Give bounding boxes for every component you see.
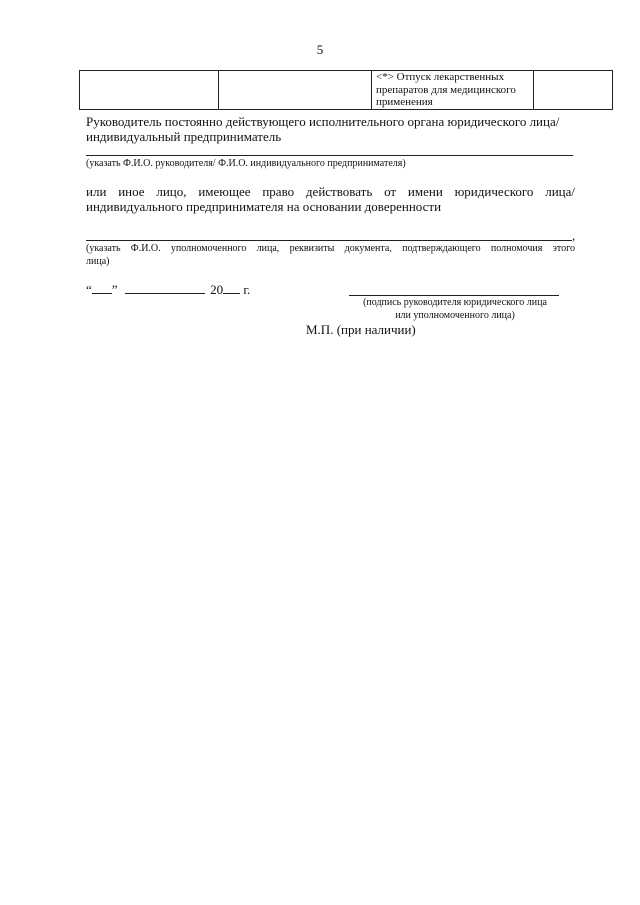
head-name-hint: (указать Ф.И.О. руководителя/ Ф.И.О. индивидуального предпринимателя) (86, 158, 406, 169)
head-label-line1: Руководитель постоянно действующего исполнительного органа юридического лица/ (86, 114, 560, 129)
date-year-suffix: г. (243, 282, 251, 297)
table-cell: <*> Отпуск лекарственных препаратов для медицинского применения (372, 71, 534, 110)
proxy-line-comma: , (572, 228, 576, 243)
date-day-blank (92, 282, 112, 294)
proxy-hint-line2: лица) (86, 256, 110, 267)
head-label-line2: индивидуальный предприниматель (86, 129, 282, 144)
proxy-label-line1: или иное лицо, имеющее право действовать от имени юридического лица/ (86, 184, 575, 199)
head-name-field-line (86, 155, 573, 156)
table-cell (80, 71, 219, 110)
proxy-hint-line1: (указать Ф.И.О. уполномоченного лица, реквизиты документа, подтверждающего полномочия этого (86, 243, 575, 254)
proxy-name-field-line (86, 240, 572, 241)
signature-hint-line1: (подпись руководителя юридического лица (363, 297, 547, 308)
date-quote-close: ” (111, 282, 118, 297)
continuation-table (79, 70, 613, 110)
date-year-blank (223, 282, 240, 294)
date-year-prefix: 20 (210, 282, 224, 297)
table-cell (219, 71, 372, 110)
date-quote-open: “ (86, 282, 92, 297)
proxy-label-line2: индивидуального предпринимателя на основании доверенности (86, 199, 442, 214)
signature-hint-line2: или уполномоченного лица) (395, 310, 515, 321)
page-number: 5 (316, 42, 324, 57)
seal-note: М.П. (при наличии) (306, 322, 416, 337)
date-month-blank (125, 282, 205, 294)
date-line (86, 282, 250, 298)
table-cell (534, 71, 613, 110)
table-row (80, 71, 613, 110)
